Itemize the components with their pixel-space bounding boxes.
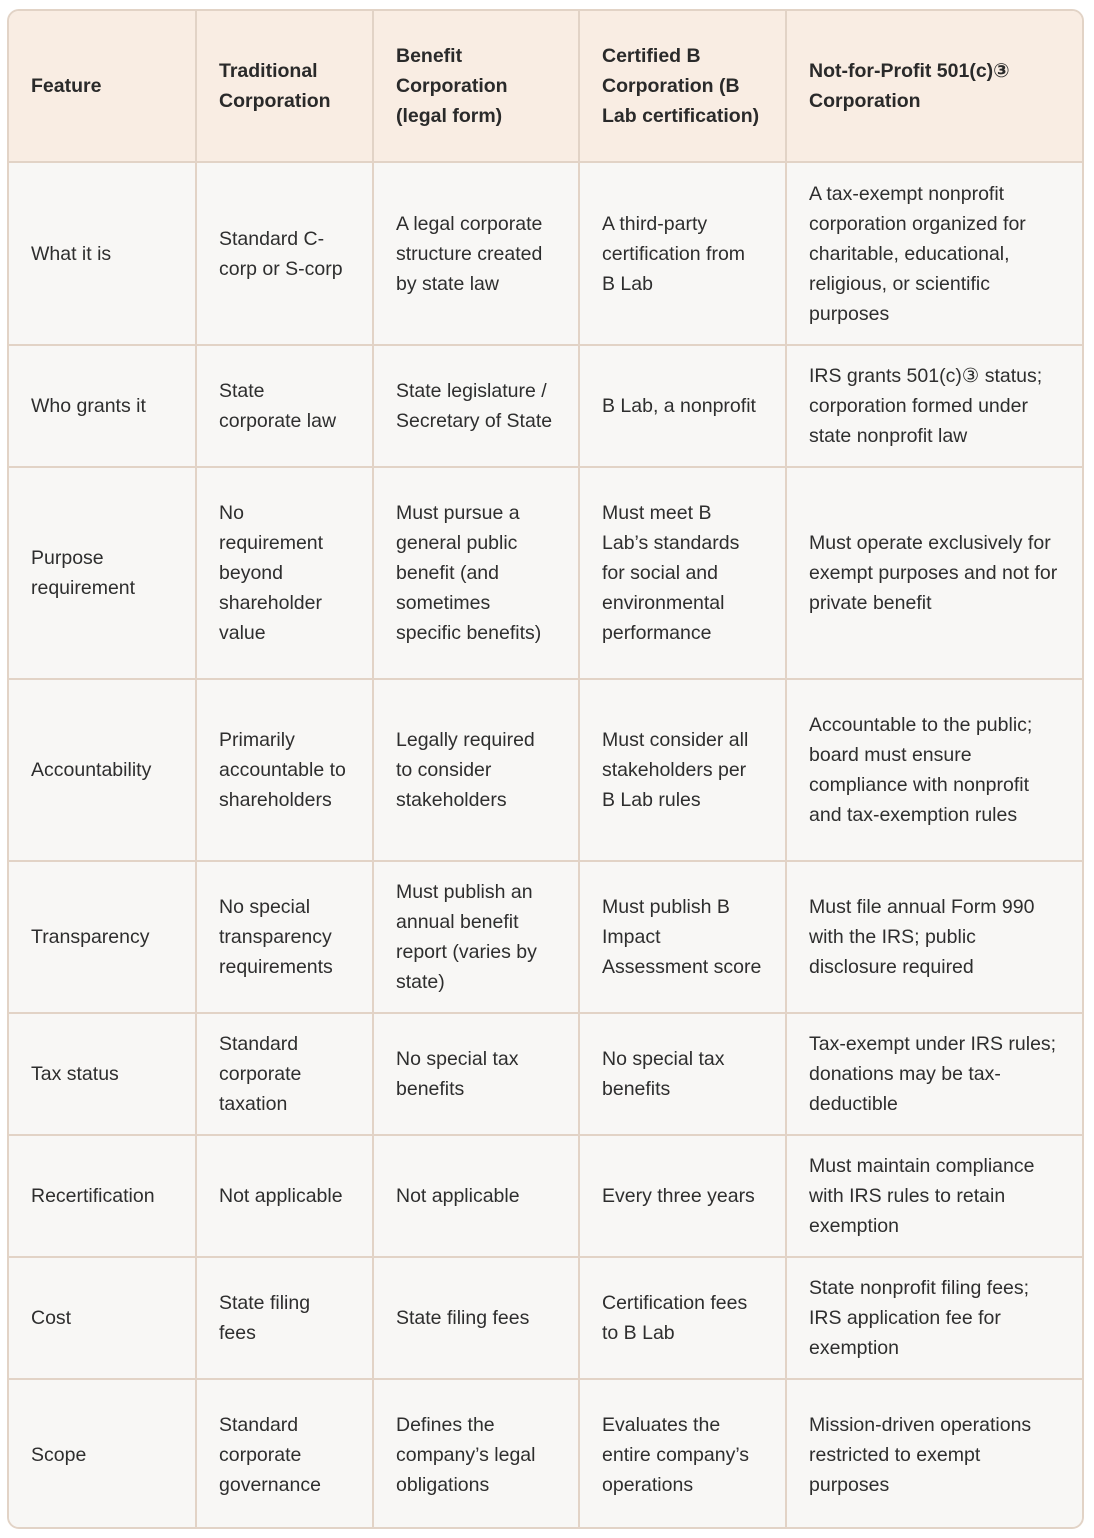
header-certified-b-corporation: Certified B Corporation (B Lab certification) (579, 11, 786, 162)
comparison-table (9, 11, 1082, 1529)
table-row (9, 162, 1082, 345)
table-row (9, 345, 1082, 467)
row-label: Who grants it (9, 345, 196, 467)
table-header (9, 11, 1082, 162)
cell-benefit: No special tax benefits (373, 1013, 579, 1135)
cell-traditional: Primarily accountable to shareholders (196, 679, 373, 861)
header-feature: Feature (9, 11, 196, 162)
cell-nonprofit: Accountable to the public; board must ensure compliance with nonprofit and tax-exemption rules (786, 679, 1082, 861)
cell-traditional: No special transparency requirements (196, 861, 373, 1013)
row-label: Recertification (9, 1135, 196, 1257)
cell-nonprofit: Must file annual Form 990 with the IRS; public disclosure required (786, 861, 1082, 1013)
cell-traditional: Standard C-corp or S-corp (196, 162, 373, 345)
table-body (9, 162, 1082, 1529)
cell-benefit: A legal corporate structure created by state law (373, 162, 579, 345)
cell-certified-b: Certification fees to B Lab (579, 1257, 786, 1379)
cell-certified-b: Evaluates the entire company’s operations (579, 1379, 786, 1529)
cell-nonprofit: Must maintain compliance with IRS rules to retain exemption (786, 1135, 1082, 1257)
table-row (9, 467, 1082, 679)
table-row (9, 1135, 1082, 1257)
row-label: Scope (9, 1379, 196, 1529)
table-row (9, 679, 1082, 861)
row-label: What it is (9, 162, 196, 345)
table-row (9, 1257, 1082, 1379)
cell-benefit: Defines the company’s legal obligations (373, 1379, 579, 1529)
cell-nonprofit: IRS grants 501(c)③ status; corporation formed under state nonprofit law (786, 345, 1082, 467)
cell-certified-b: Must publish B Impact Assessment score (579, 861, 786, 1013)
cell-benefit: State filing fees (373, 1257, 579, 1379)
cell-benefit: Must publish an annual benefit report (varies by state) (373, 861, 579, 1013)
cell-nonprofit: State nonprofit filing fees; IRS application fee for exemption (786, 1257, 1082, 1379)
cell-traditional: State filing fees (196, 1257, 373, 1379)
table-row (9, 1013, 1082, 1135)
cell-nonprofit: Tax-exempt under IRS rules; donations may be tax-deductible (786, 1013, 1082, 1135)
cell-traditional: No requirement beyond shareholder value (196, 467, 373, 679)
cell-certified-b: Must consider all stakeholders per B Lab rules (579, 679, 786, 861)
table-row (9, 861, 1082, 1013)
cell-nonprofit: A tax-exempt nonprofit corporation organized for charitable, educational, religious, or scientific purposes (786, 162, 1082, 345)
cell-traditional: State corporate law (196, 345, 373, 467)
row-label: Tax status (9, 1013, 196, 1135)
row-label: Purpose requirement (9, 467, 196, 679)
header-traditional-corporation: Traditional Corporation (196, 11, 373, 162)
comparison-table-container (7, 9, 1084, 1529)
cell-certified-b: B Lab, a nonprofit (579, 345, 786, 467)
cell-certified-b: No special tax benefits (579, 1013, 786, 1135)
cell-certified-b: Must meet B Lab’s standards for social and environmental performance (579, 467, 786, 679)
cell-benefit: Legally required to consider stakeholders (373, 679, 579, 861)
header-benefit-corporation: Benefit Corporation (legal form) (373, 11, 579, 162)
header-row (9, 11, 1082, 162)
row-label: Cost (9, 1257, 196, 1379)
cell-traditional: Not applicable (196, 1135, 373, 1257)
cell-traditional: Standard corporate governance (196, 1379, 373, 1529)
table-row (9, 1379, 1082, 1529)
cell-traditional: Standard corporate taxation (196, 1013, 373, 1135)
cell-nonprofit: Mission-driven operations restricted to exempt purposes (786, 1379, 1082, 1529)
cell-benefit: State legislature / Secretary of State (373, 345, 579, 467)
row-label: Transparency (9, 861, 196, 1013)
header-nonprofit-501c3: Not-for-Profit 501(c)③ Corporation (786, 11, 1082, 162)
cell-nonprofit: Must operate exclusively for exempt purposes and not for private benefit (786, 467, 1082, 679)
row-label: Accountability (9, 679, 196, 861)
cell-benefit: Not applicable (373, 1135, 579, 1257)
cell-certified-b: Every three years (579, 1135, 786, 1257)
cell-benefit: Must pursue a general public benefit (and sometimes specific benefits) (373, 467, 579, 679)
cell-certified-b: A third-party certification from B Lab (579, 162, 786, 345)
